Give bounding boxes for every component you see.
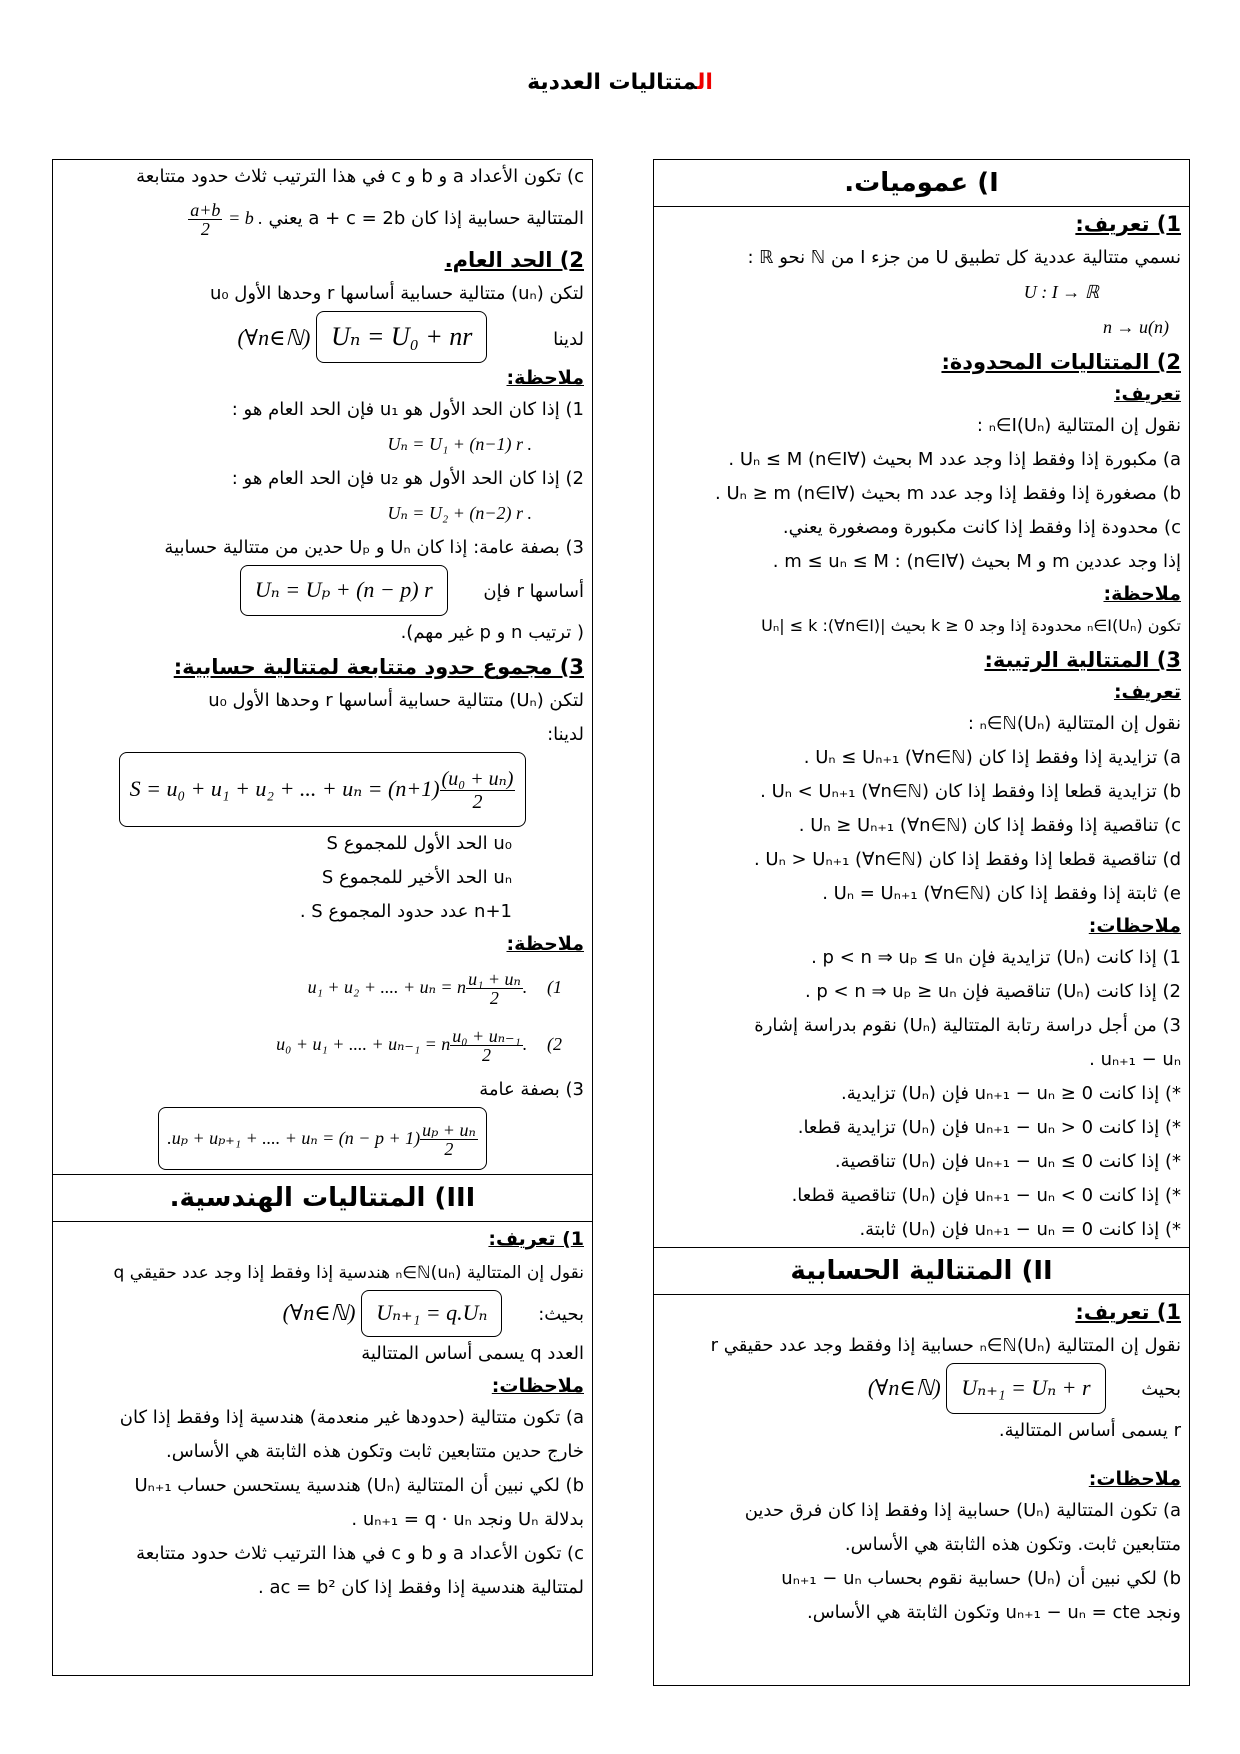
map-line-2: n → u(n): [1103, 317, 1169, 337]
geo-note-c1: c) تكون الأعداد a و b و c في هذا الترتيب ثلاث حدود متتابعة: [136, 1543, 584, 1564]
general-note-3-formula-line: أساسها r فإن Uₙ = Uₚ + (n − p) r: [53, 565, 592, 616]
title-first-letter: ال: [697, 70, 713, 95]
monotone-sign-4: *) إذا كانت uₙ₊₁ − uₙ < 0 فإن (Uₙ) تناقصية قطعا.: [791, 1185, 1181, 1206]
monotone-sign-5: *) إذا كانت uₙ₊₁ − uₙ = 0 فإن (Uₙ) ثابتة.: [859, 1219, 1181, 1240]
sum-ladayna: لدينا:: [547, 724, 584, 745]
arith-formula-line: [654, 1363, 1189, 1414]
def-text: نسمي متتالية عددية كل تطبيق U من جزء I من ℕ نحو ℝ :: [747, 247, 1181, 268]
arith-note-a1: a) تكون المتتالية (Uₙ) حسابية إذا وفقط إذا كان فرق حدين: [744, 1500, 1181, 1521]
general-formula-line: لدينا Uₙ = U₀ + nr (∀n∈ℕ): [53, 311, 592, 363]
general-note-3: 3) بصفة عامة: إذا كان Uₙ و Uₚ حدين من متتالية حسابية: [164, 537, 584, 558]
general-note-2-formula: Uₙ = U₂ + (n−2) r .: [387, 503, 532, 523]
arith-def-text: نقول إن المتتالية (Uₙ)ₙ∈ℕ حسابية إذا وفقط وجد عدد حقيقي r: [710, 1335, 1181, 1356]
monotone-sign-1: *) إذا كانت uₙ₊₁ − uₙ ≥ 0 فإن (Uₙ) تزايدية.: [840, 1083, 1181, 1104]
geo-q-text: العدد q يسمى أساس المتتالية: [361, 1343, 584, 1364]
sum-heading: 3) مجموع حدود متتابعة لمتتالية حسابية:: [173, 655, 584, 679]
title-rest: متتاليات العددية: [527, 70, 698, 95]
sum-legend-1: u₀ الحد الأول للمجموع S: [326, 833, 512, 854]
sum-note-1: (1 u₁ + u₂ + .... + uₙ = n $\frac{\text{u₁ + uₙ}}{2}$ .: [307, 968, 562, 1008]
geo-note-a1: a) تكون متتالية (حدودها غير منعدمة) هندسية إذا وفقط إذا كان: [119, 1407, 584, 1428]
general-heading: 2) الحد العام.: [444, 248, 584, 272]
sum-legend-2: uₙ الحد الأخير للمجموع S: [321, 867, 512, 888]
geo-formula-box: Uₙ₊₁ = q.Uₙ: [361, 1290, 502, 1337]
bounded-heading: 2) المتتاليات المحدودة:: [941, 350, 1181, 374]
monotone-notes-heading: ملاحظات:: [1088, 915, 1181, 937]
bounded-c: c) محدودة إذا وفقط إذا كانت مكبورة ومصغورة يعني.: [782, 517, 1181, 538]
monotone-heading: 3) المتتالية الرتيبة:: [984, 648, 1181, 672]
monotone-c: c) تناقصية إذا وفقط إذا كان Uₙ ≥ Uₙ₊₁ (∀n∈ℕ) .: [798, 815, 1181, 836]
sum-note-3-box: .uₚ + uₚ₊₁ + .... + uₙ = (n − p + 1) $\frac{\text{uₚ + uₙ}}{2}$: [158, 1107, 486, 1170]
section-III-header: III) المتتاليات الهندسية.: [53, 1174, 592, 1222]
section-I-header: I) عموميات.: [654, 160, 1189, 207]
geo-note-b2: بدلالة Uₙ ونجد uₙ₊₁ = q · uₙ .: [351, 1509, 584, 1530]
arith-note-a2: متتابعين ثابت. وتكون هذه الثابتة هي الأساس.: [844, 1534, 1181, 1555]
arith-notes-heading: ملاحظات:: [1088, 1468, 1181, 1490]
general-note-3b: ( ترتيب n و p غير مهم).: [400, 622, 584, 643]
bounded-b: b) مصغورة إذا وفقط إذا وجد عدد m بحيث (∀n∈I) Uₙ ≥ m .: [715, 483, 1181, 504]
monotone-note-3b: uₙ₊₁ − uₙ .: [1089, 1049, 1181, 1070]
page-title: [0, 70, 1240, 95]
general-intro: لتكن (uₙ) متتالية حسابية أساسها r وحدها الأول u₀: [209, 283, 584, 304]
sum-note-3-formula: [53, 1107, 592, 1170]
monotone-sign-3: *) إذا كانت uₙ₊₁ − uₙ ≤ 0 فإن (Uₙ) تناقصية.: [834, 1151, 1181, 1172]
geo-note-b1: b) لكي نبين أن المتتالية (Uₙ) هندسية يستحسن حساب Uₙ₊₁: [134, 1475, 584, 1496]
monotone-intro: نقول إن المتتالية (Uₙ)ₙ∈ℕ :: [967, 713, 1181, 734]
section-II-header: II) المتتالية الحسابية: [654, 1247, 1189, 1295]
general-note-heading: ملاحظة:: [506, 367, 584, 389]
general-formula-box: Uₙ = U₀ + nr: [316, 311, 487, 363]
sum-note-heading: ملاحظة:: [506, 933, 584, 955]
geo-note-c2: لمتتالية هندسية إذا وفقط إذا كان ac = b² .: [257, 1577, 584, 1598]
left-column: [52, 159, 593, 1676]
general-note-3-box: Uₙ = Uₚ + (n − p) r: [240, 565, 448, 616]
monotone-a: a) تزايدية إذا وفقط إذا كان Uₙ ≤ Uₙ₊₁ (∀n∈ℕ) .: [803, 747, 1181, 768]
sum-formula-line: [53, 752, 592, 827]
arith-bihayth: بحيث: [1141, 1379, 1181, 1400]
sum-note-3: 3) بصفة عامة: [479, 1079, 584, 1100]
bounded-a: a) مكبورة إذا وفقط إذا وجد عدد M بحيث (∀n∈I) Uₙ ≤ M .: [728, 449, 1181, 470]
def-heading: 1) تعريف:: [1075, 212, 1181, 236]
general-note-1: 1) إذا كان الحد الأول هو u₁ فإن الحد العام هو :: [231, 399, 584, 420]
arith-note-b2: ونجد uₙ₊₁ − uₙ = cte وتكون الثابتة هي الأساس.: [806, 1602, 1181, 1623]
map-line-1: U : I → ℝ: [1023, 282, 1099, 302]
general-note-1-formula: Uₙ = U₁ + (n−1) r .: [387, 434, 532, 454]
monotone-b: b) تزايدية قطعا إذا وفقط إذا كان Uₙ < Uₙ₊₁ (∀n∈ℕ) .: [760, 781, 1181, 802]
geo-def-heading: 1) تعريف:: [488, 1228, 584, 1250]
monotone-def-heading: تعريف:: [1113, 681, 1181, 703]
bounded-note-heading: ملاحظة:: [1103, 583, 1181, 605]
monotone-d: d) تناقصية قطعا إذا وفقط إذا كان Uₙ > Uₙ₊₁ (∀n∈ℕ) .: [753, 849, 1181, 870]
sum-formula-box: S = u₀ + u₁ + u₂ + ... + uₙ = (n+1) $\frac{\text{(u₀ + uₙ)}}{2}$: [119, 752, 527, 827]
sum-note-2: (2 u₀ + u₁ + .... + uₙ₋₁ = n $\frac{\text{u₀ + uₙ₋₁}}{2}$ .: [276, 1025, 562, 1065]
geo-note-a2: خارج حدين متتابعين ثابت وتكون هذه الثابتة هي الأساس.: [165, 1441, 584, 1462]
bounded-note: تكون (Uₙ)ₙ∈I محدودة إذا وجد k ≥ 0 بحيث |Uₙ| ≤ k :(∀n∈I): [761, 616, 1181, 635]
right-column: [653, 159, 1190, 1686]
general-note-2: 2) إذا كان الحد الأول هو u₂ فإن الحد العام هو :: [231, 468, 584, 489]
monotone-note-3: 3) من أجل دراسة رتابة المتتالية (Uₙ) نقوم بدراسة إشارة: [754, 1015, 1181, 1036]
geo-notes-heading: ملاحظات:: [491, 1375, 584, 1397]
arith-r-text: r يسمى أساس المتتالية.: [998, 1420, 1181, 1441]
monotone-note-2: 2) إذا كانت (Uₙ) تناقصية فإن p < n ⇒ uₚ ≥ uₙ .: [804, 981, 1181, 1002]
bounded-d: إذا وجد عددين m و M بحيث (∀n∈I) : m ≤ uₙ ≤ M .: [772, 551, 1181, 572]
arith-note-b1: b) لكي نبين أن (Uₙ) حسابية نقوم بحساب uₙ₊₁ − uₙ: [781, 1568, 1181, 1589]
monotone-e: e) ثابتة إذا وفقط إذا كان Uₙ = Uₙ₊₁ (∀n∈ℕ) .: [822, 883, 1181, 904]
geo-def-text: نقول إن المتتالية (uₙ)ₙ∈ℕ هندسية إذا وفقط إذا وجد عدد حقيقي q: [113, 1263, 584, 1283]
arith-c2-line: المتتالية حسابية إذا كان a + c = 2b يعني $\frac{a+b}{2}$ = b .: [190, 199, 584, 239]
sum-intro: لتكن (Uₙ) متتالية حسابية أساسها r وحدها الأول u₀: [208, 690, 584, 711]
geo-formula-line: بحيث: Uₙ₊₁ = q.Uₙ (∀n∈ℕ): [53, 1290, 592, 1337]
arith-def-heading: 1) تعريف:: [1075, 1300, 1181, 1324]
arith-quant: (∀n∈ℕ): [867, 1375, 941, 1400]
sum-legend-3: n+1 عدد حدود المجموع S .: [299, 901, 512, 922]
bounded-def-heading: تعريف:: [1113, 383, 1181, 405]
monotone-sign-2: *) إذا كانت uₙ₊₁ − uₙ > 0 فإن (Uₙ) تزايدية قطعا.: [797, 1117, 1181, 1138]
arith-formula-box: Uₙ₊₁ = Uₙ + r: [946, 1363, 1105, 1414]
bounded-intro: نقول إن المتتالية (Uₙ)ₙ∈I :: [976, 415, 1181, 436]
arith-c1: c) تكون الأعداد a و b و c في هذا الترتيب ثلاث حدود متتابعة: [136, 166, 584, 187]
monotone-note-1: 1) إذا كانت (Uₙ) تزايدية فإن p < n ⇒ uₚ ≤ uₙ .: [811, 947, 1181, 968]
